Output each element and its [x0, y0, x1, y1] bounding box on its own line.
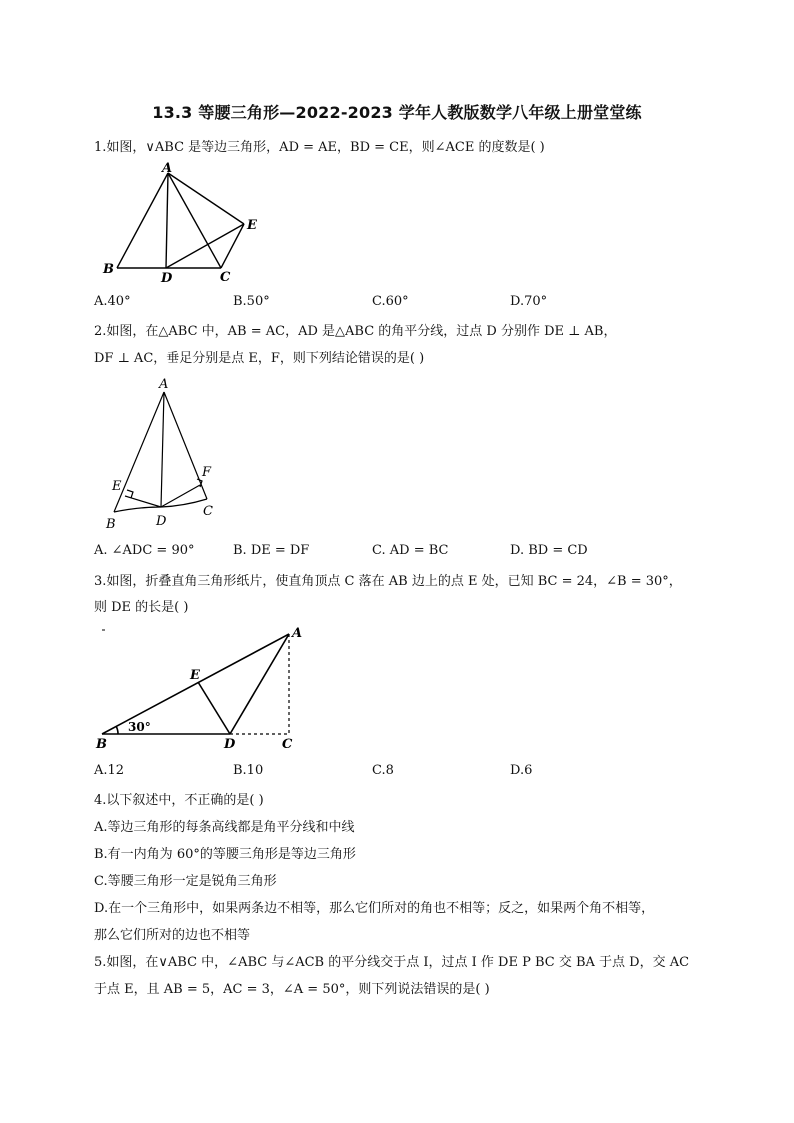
question-2-option-b: B. DE = DF — [233, 543, 310, 558]
q2-label-f: F — [202, 465, 212, 480]
q3-label-a: A — [292, 626, 303, 641]
q2-label-d: D — [156, 514, 167, 529]
question-3-stem-line-1: 3.如图，折叠直角三角形纸片，使直角顶点 C 落在 AB 边上的点 E 处，已知 BC = 24，∠B = 30°， — [94, 574, 682, 589]
q1-label-a: A — [162, 161, 173, 176]
question-4-option-a: A.等边三角形的每条高线都是角平分线和中线 — [94, 820, 355, 835]
question-3-option-b: B.10 — [233, 763, 264, 778]
q1-label-b: B — [103, 262, 114, 277]
q1-label-c: C — [220, 270, 231, 285]
question-4-option-b: B.有一内角为 60°的等腰三角形是等边三角形 — [94, 847, 356, 862]
question-1-option-c: C.60° — [372, 294, 409, 309]
question-5-stem-line-1: 5.如图，在∨ABC 中，∠ABC 与∠ACB 的平分线交于点 I，过点 I 作 DE P BC 交 BA 于点 D，交 AC — [94, 955, 690, 970]
question-2-option-a: A. ∠ADC = 90° — [94, 543, 195, 558]
question-2-option-d: D. BD = CD — [510, 543, 588, 558]
q2-label-c: C — [203, 504, 213, 519]
q2-label-e: E — [112, 479, 122, 494]
question-5-stem-line-2: 于点 E，且 AB = 5，AC = 3，∠A = 50°，则下列说法错误的是( ) — [94, 982, 490, 997]
question-1-option-d: D.70° — [510, 294, 548, 309]
q3-label-b: B — [96, 737, 107, 752]
question-4-option-d-line-2: 那么它们所对的边也不相等 — [94, 928, 251, 943]
question-2-stem-line-1: 2.如图，在△ABC 中，AB = AC，AD 是△ABC 的角平分线，过点 D 分别作 DE ⊥ AB， — [94, 324, 617, 339]
question-4-stem: 4.以下叙述中，不正确的是( ) — [94, 793, 264, 808]
question-4-option-c: C.等腰三角形一定是锐角三角形 — [94, 874, 277, 889]
q3-label-d: D — [224, 737, 236, 752]
q1-label-e: E — [247, 218, 257, 233]
question-1-option-a: A.40° — [94, 294, 131, 309]
question-2-stem-line-2: DF ⊥ AC，垂足分别是点 E，F，则下列结论错误的是( ) — [94, 351, 425, 366]
question-2-option-c: C. AD = BC — [372, 543, 449, 558]
question-1-stem: 1.如图，∨ABC 是等边三角形，AD = AE，BD = CE，则∠ACE 的度数是( ) — [94, 140, 545, 155]
question-1-figure — [98, 160, 278, 289]
question-3-stem-line-2: 则 DE 的长是( ) — [94, 600, 189, 615]
q1-label-d: D — [161, 271, 173, 285]
question-1-option-b: B.50° — [233, 294, 270, 309]
q2-label-a: A — [159, 377, 169, 392]
question-4-option-d-line-1: D.在一个三角形中，如果两条边不相等，那么它们所对的角也不相等；反之，如果两个角不相等， — [94, 901, 655, 916]
question-3-option-a: A.12 — [94, 763, 125, 778]
page-title: 13.3 等腰三角形—2022-2023 学年人教版数学八年级上册堂堂练 — [152, 103, 642, 122]
q3-label-e: E — [190, 668, 200, 683]
question-2-figure — [104, 372, 234, 536]
q3-label-c: C — [282, 737, 293, 752]
question-3-option-d: D.6 — [510, 763, 533, 778]
question-3-figure — [90, 620, 310, 756]
q3-angle-label: 30° — [128, 720, 151, 734]
question-3-option-c: C.8 — [372, 763, 394, 778]
q2-label-b: B — [106, 517, 116, 532]
